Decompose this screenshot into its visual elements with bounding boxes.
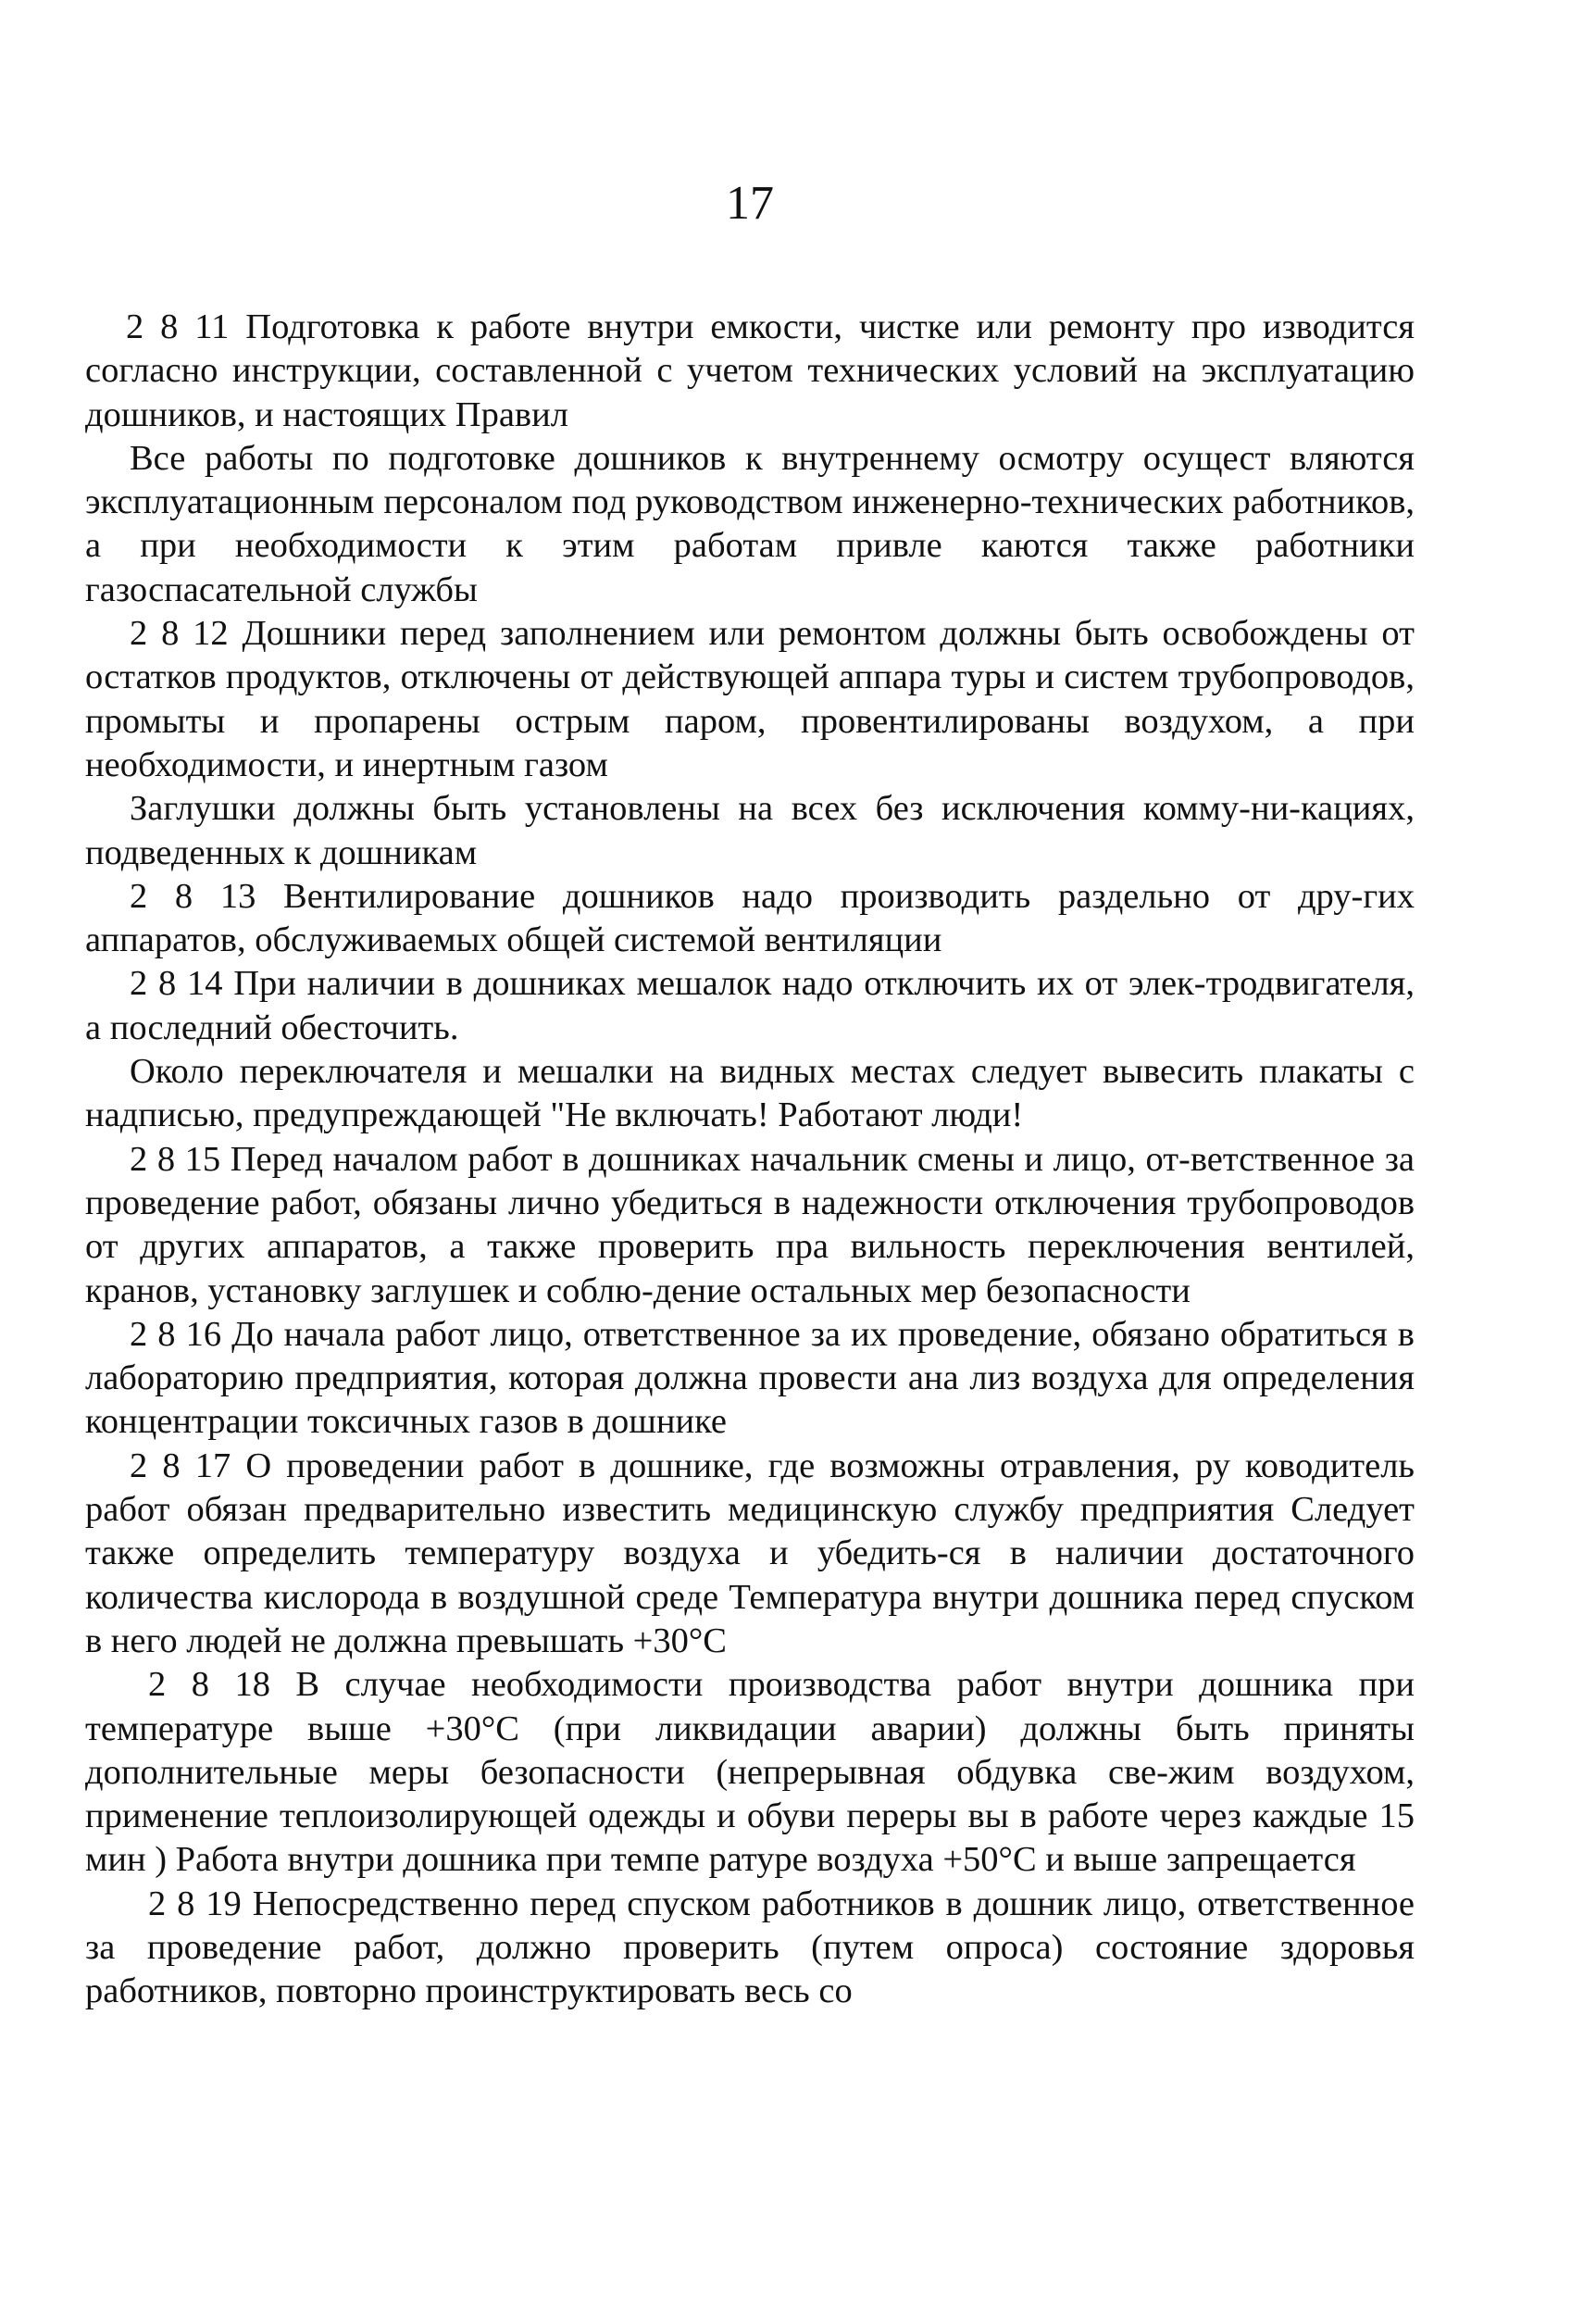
paragraph-2-8-19: 2 8 19 Непосредственно перед спуском работников в дошник лицо, ответственное за проведение работ, должно проверить (путем опроса) состояние здоровья работников, повторно проинструктировать весь со — [85, 1884, 1415, 2011]
page-number: 17 — [726, 177, 774, 230]
paragraph-2-8-16: 2 8 16 До начала работ лицо, ответственное за их проведение, обязано обратиться в лабораторию предприятия, которая должна провести ана лиз воздуха для определения концентрации токсичных газов в дошнике — [85, 1314, 1415, 1442]
paragraph-warning-posters: Около переключателя и мешалки на видных местах следует вывесить плакаты с надписью, предупреждающей "Не включать! Работают люди! — [85, 1052, 1415, 1135]
paragraph-plugs: Заглушки должны быть установлены на всех без исключения комму-ни-кациях, подведенных к дошникам — [85, 789, 1415, 872]
paragraph-2-8-13: 2 8 13 Вентилирование дошников надо производить раздельно от дру-гих аппаратов, обслуживаемых общей системой вентиляции — [85, 876, 1415, 960]
paragraph-2-8-15: 2 8 15 Перед началом работ в дошниках начальник смены и лицо, от-ветственное за проведение работ, обязаны лично убедиться в надежности отключения трубопроводов от других аппаратов, а также проверить пра вильность переключения вентилей, кранов, установку заглушек и соблю-дение остальных мер безопасности — [85, 1139, 1415, 1310]
paragraph-2-8-11: 2 8 11 Подготовка к работе внутри емкости, чистке или ремонту про изводится согласно инструкции, составленной с учетом технических условий на эксплуатацию дошников, и настоящих Правил — [85, 307, 1415, 434]
paragraph-2-8-12: 2 8 12 Дошники перед заполнением или ремонтом должны быть освобождены от остатков продуктов, отключены от действующей аппара туры и систем трубопроводов, промыты и пропарены острым паром, провентилированы воздухом, а при необходимости, и инертным газом — [85, 614, 1415, 784]
paragraph-2-8-17: 2 8 17 О проведении работ в дошнике, где возможны отравления, ру ководитель работ обязан предварительно известить медицинскую службу предприятия Следует также определить температуру воздуха и убедить-ся в наличии достаточного количества кислорода в воздушной среде Температура внутри дошника перед спуском в него людей не должна превышать +30°С — [85, 1446, 1415, 1660]
paragraph-2-8-14: 2 8 14 При наличии в дошниках мешалок надо отключить их от элек-тродвигателя, а последний обесточить. — [85, 964, 1415, 1047]
paragraph-2-8-18: 2 8 18 В случае необходимости производства работ внутри дошника при температуре выше +30°С (при ликвидации аварии) должны быть приняты дополнительные меры безопасности (непрерывная обдувка све-жим воздухом, применение теплоизолирующей одежды и обуви переры вы в работе через каждые 15 мин ) Работа внутри дошника при темпе ратуре воздуха +50°С и выше запрещается — [85, 1665, 1415, 1880]
body-text — [85, 306, 1415, 2014]
paragraph-preparation-works: Все работы по подготовке дошников к внутреннему осмотру осущест вляются эксплуатационным персоналом под руководством инженерно-технических работников, а при необходимости к этим работам привле каются также работники газоспасательной службы — [85, 438, 1415, 609]
